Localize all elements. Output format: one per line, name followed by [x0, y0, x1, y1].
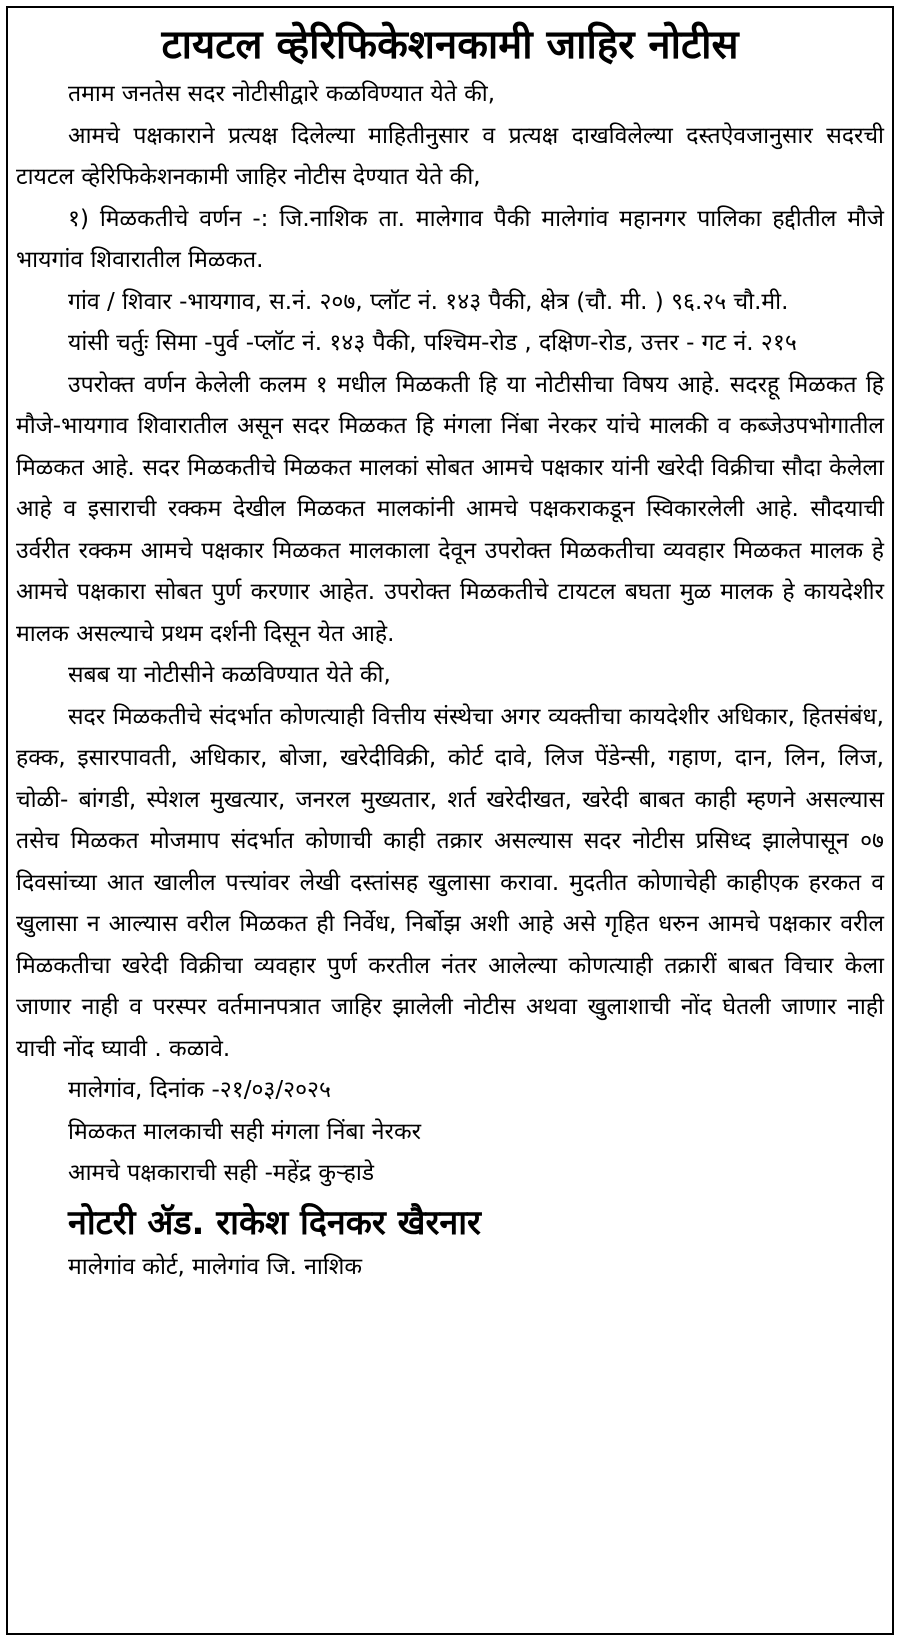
notary-name: नोटरी ॲड. राकेश दिनकर खैरनार	[68, 1202, 481, 1243]
owner-signature: मिळकत मालकाची सही मंगला निंबा नेरकर	[68, 1118, 422, 1145]
notice-title: टायटल व्हेरिफिकेशनकामी जाहिर नोटीस	[161, 22, 739, 68]
reason-line: सबब या नोटीसीने कळविण्यात येते की,	[68, 662, 391, 688]
property-description: १) मिळकतीचे वर्णन -: जि.नाशिक ता. मालेगाव पैकी मालेगांव महानगर पालिका हद्दीतील मौजे भायगांव शिवारातील मिळकत.	[16, 205, 884, 273]
place-date: मालेगांव, दिनांक -२१/०३/२०२५	[68, 1077, 331, 1103]
client-signature: आमचे पक्षकाराची सही -महेंद्र कुऱ्हाडे	[68, 1160, 375, 1186]
notary-address: मालेगांव कोर्ट, मालेगांव जि. नाशिक	[68, 1253, 363, 1280]
purpose-paragraph: आमचे पक्षकाराने प्रत्यक्ष दिलेल्या माहितीनुसार व प्रत्यक्ष दाखविलेल्या दस्तऐवजानुसार सदरची टायटल व्हेरिफिकेशनकामी जाहिर नोटीस देण्यात येते की,	[16, 122, 884, 190]
claims-paragraph: सदर मिळकतीचे संदर्भात कोणत्याही वित्तीय संस्थेचा अगर व्यक्तीचा कायदेशीर अधिकार, हितसंबंध, हक्क, इसारपावती, अधिकार, बोजा, खरेदीविक्री, कोर्ट दावे, लिज पेंडेन्सी, गहाण, दान, लिन, लिज, चोळी- बांगडी, स्पेशल मुखत्यार, जनरल मुख्यतार, शर्त खरेदीखत, खरेदी बाबत काही म्हणने असल्यास तसेच मिळकत मोजमाप संदर्भात कोणाची काही तक्रार असल्यास सदर नोटीस प्रसिध्द झालेपासून ०७ दिवसांच्या आत खालील पत्त्यांवर लेखी दस्तांसह खुलासा करावा. मुदतीत कोणाचेही काहीएक हरकत व खुलासा न आल्यास वरील मिळकत ही निर्वेध, निर्बोझ अशी आहे असे गृहित धरुन आमचे पक्षकार वरील मिळकतीचा खरेदी विक्रीचा व्यवहार पुर्ण करतील नंतर आलेल्या कोणत्याही तक्रारीं बाबत विचार केला जाणार नाही व परस्पर वर्तमानपत्रात जाहिर झालेली नोटीस अथवा खुलाशाची नोंद घेतली जाणार नाही याची नोंद घ्यावी . कळावे.	[16, 703, 884, 1062]
property-details: गांव / शिवार -भायगाव, स.नं. २०७, प्लॉट नं. १४३ पैकी, क्षेत्र (चौ. मी. ) ९६.२५ चौ.मी.	[68, 288, 789, 315]
intro-line: तमाम जनतेस सदर नोटीसीद्वारे कळविण्यात येते की,	[68, 81, 496, 107]
property-boundaries: यांसी चर्तुः सिमा -पुर्व -प्लॉट नं. १४३ पैकी, पश्चिम-रोड , दक्षिण-रोड, उत्तर - गट नं. २१५	[68, 330, 797, 356]
subject-paragraph: उपरोक्त वर्णन केलेली कलम १ मधील मिळकती हि या नोटीसीचा विषय आहे. सदरहू मिळकत हि मौजे-भायगाव शिवारातील असून सदर मिळकत हि मंगला निंबा नेरकर यांचे मालकी व कब्जेउपभोगातील मिळकत आहे. सदर मिळकतीचे मिळकत मालकां सोबत आमचे पक्षकार यांनी खरेदी विक्रीचा सौदा केलेला आहे व इसाराची रक्कम देखील मिळकत मालकांनी आमचे पक्षकराकडून स्विकारलेली आहे. सौदयाची उर्वरीत रक्कम आमचे पक्षकार मिळकत मालकाला देवून उपरोक्त मिळकतीचा व्यवहार मिळकत मालक हे आमचे पक्षकारा सोबत पुर्ण करणार आहेत. उपरोक्त मिळकतीचे टायटल बघता मुळ मालक हे कायदेशीर मालक असल्याचे प्रथम दर्शनी दिसून येत आहे.	[16, 371, 884, 647]
notice-box	[6, 6, 894, 1635]
